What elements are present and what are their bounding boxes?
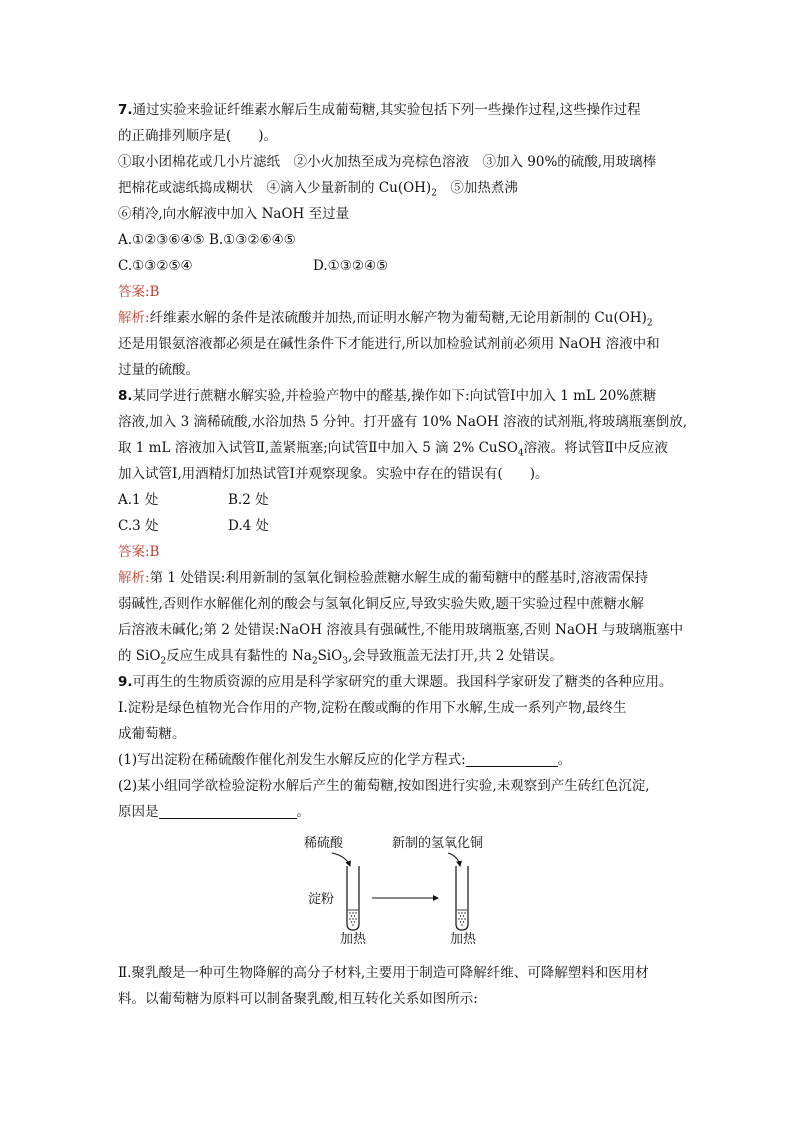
q9-part2-line-1: Ⅱ.聚乳酸是一种可生物降解的高分子材料,主要用于制造可降解纤维、可降解塑料和医用材	[118, 965, 649, 981]
right-test-tube	[456, 866, 468, 930]
q8-analysis-line-3: 后溶液未碱化;第 2 处错误:NaOH 溶液具有强碱性,不能用玻璃瓶塞,否则 NaOH 与玻璃瓶塞中	[118, 622, 684, 638]
q9-part2-line-2: 料。以葡萄糖为原料可以制备聚乳酸,相互转化关系如图所示:	[118, 991, 478, 1007]
q7-analysis-line-3: 过量的硫酸。	[118, 362, 199, 378]
q9-part1-line-1: Ⅰ.淀粉是绿色植物光合作用的产物,淀粉在酸或酶的作用下水解,生成一系列产物,最终生	[118, 700, 627, 716]
q7-analysis-label: 解析:	[118, 310, 150, 326]
q7-answer: 答案:B	[118, 284, 160, 300]
q7-options-ab	[118, 227, 688, 253]
q9-sub1-answer-blank	[466, 749, 558, 767]
starch-label: 淀粉	[308, 892, 335, 907]
q7-number: 7.	[118, 102, 133, 118]
q7-steps-line-2: 把棉花或滤纸捣成糊状 ④滴入少量新制的 $Cu(OH)_2$ ⑤加热煮沸	[118, 180, 518, 199]
q9-sub2-line-1: (2)某小组同学欲检验淀粉水解后产生的葡萄糖,按如图进行实验,未观察到产生砖红色沉淀,	[118, 778, 650, 794]
acid-pointer-arrow	[332, 853, 350, 866]
q7-stem-line-2: 的正确排列顺序是( )。	[118, 128, 278, 144]
heat-label-right: 加热	[450, 932, 477, 947]
document-page	[118, 97, 688, 825]
q9-sub2-answer-blank	[159, 801, 297, 819]
q7-analysis-line-1: 解析:纤维素水解的条件是浓硫酸并加热,而证明水解产物为葡萄糖,无论用新制的 $Cu(OH)_2$	[118, 310, 653, 329]
q7-analysis-line-2: 还是用银氨溶液都必须是在碱性条件下才能进行,所以加检验试剂前必须用 NaOH 溶液中和	[118, 336, 660, 352]
q9-stem-line-1: 9.可再生的生物质资源的应用是科学家研究的重大课题。我国科学家研发了糖类的各种应用。	[118, 674, 673, 690]
q8-stem-line-1: 8.某同学进行蔗糖水解实验,并检验产物中的醛基,操作如下:向试管Ⅰ中加入 1 mL 20%蔗糖	[118, 388, 657, 404]
q8-options-cd	[118, 513, 688, 539]
q8-analysis-line-4: 的 SiO$_2$反应生成具有黏性的 $Na_2SiO_3$,会导致瓶盖无法打开,共 2 处错误。	[118, 648, 563, 667]
q7-options-cd	[118, 253, 688, 279]
acid-label: 稀硫酸	[304, 836, 344, 851]
q7-steps-line-3: ⑥稍冷,向水解液中加入 NaOH 至过量	[118, 206, 350, 222]
q9-sub2-line-2: 原因是 。	[118, 799, 688, 825]
q8-option-d: D.4 处	[228, 518, 270, 534]
q7-option-a: A.①②③⑥④⑤	[118, 232, 205, 248]
heat-label-left: 加热	[340, 932, 367, 947]
q9-part1-line-2: 成葡萄糖。	[118, 726, 186, 742]
experiment-diagram	[300, 836, 500, 952]
q7-steps-line-1: ①取小团棉花或几小片滤纸 ②小火加热至成为亮棕色溶液 ③加入 90%的硫酸,用玻璃棒	[118, 154, 657, 170]
q8-option-c: C.3 处	[118, 518, 159, 534]
q8-stem-line-2: 溶液,加入 3 滴稀硫酸,水浴加热 5 分钟。打开盛有 10% NaOH 溶液的试剂瓶,将玻璃瓶塞倒放,	[118, 414, 688, 430]
q7-option-d: D.①③②④⑤	[313, 258, 389, 274]
q7-option-c: C.①③②⑤④	[118, 258, 193, 274]
q7-option-b: B.①③②⑥④⑤	[208, 232, 296, 248]
q8-options-ab	[118, 487, 688, 513]
q8-stem-line-3: 取 1 mL 溶液加入试管Ⅱ,盖紧瓶塞;向试管Ⅱ中加入 5 滴 2% CuSO$_4$溶液。将试管Ⅱ中反应液	[118, 440, 668, 459]
q8-option-b: B.2 处	[228, 492, 269, 508]
q8-stem-line-4: 加入试管Ⅰ,用酒精灯加热试管Ⅰ并观察现象。实验中存在的错误有( )。	[118, 466, 549, 482]
q7-stem-line-1: 7.通过实验来验证纤维素水解后生成葡萄糖,其实验包括下列一些操作过程,这些操作过程	[118, 102, 641, 118]
q9-sub1: (1)写出淀粉在稀硫酸作催化剂发生水解反应的化学方程式: 。	[118, 747, 688, 773]
reagent-label: 新制的氢氧化铜	[392, 836, 484, 851]
q8-answer: 答案:B	[118, 544, 160, 560]
q9-part2	[118, 960, 688, 1012]
q8-analysis-line-2: 弱碱性,否则作水解催化剂的酸会与氢氧化铜反应,导致实验失败,题干实验过程中蔗糖水解	[118, 596, 644, 612]
q8-analysis-label: 解析:	[118, 570, 150, 586]
q8-analysis-line-1: 解析:第 1 处错误:利用新制的氢氧化铜检验蔗糖水解生成的葡萄糖中的醛基时,溶液需保持	[118, 570, 649, 586]
q8-option-a: A.1 处	[118, 492, 159, 508]
q8-number: 8.	[118, 388, 133, 404]
left-test-tube	[347, 866, 359, 930]
q9-number: 9.	[118, 674, 133, 690]
reagent-pointer-arrow	[448, 853, 460, 866]
